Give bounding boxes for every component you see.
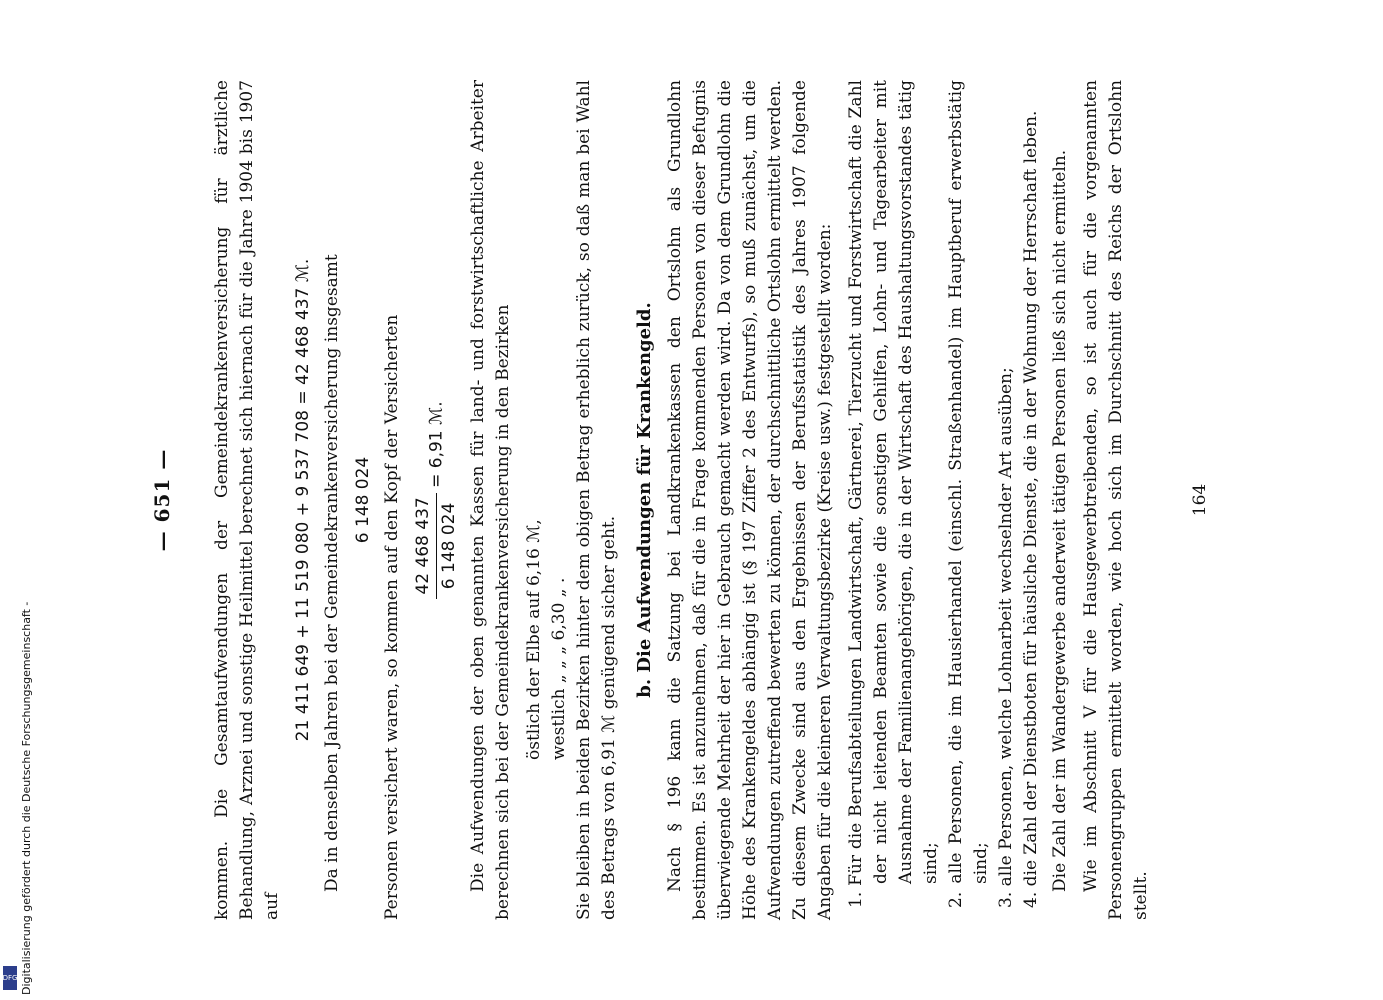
- row-west: westlich „ „ „ 6,30 „ .: [549, 577, 569, 760]
- list-item: 3. alle Personen, welche Lohnarbeit wechselnder Art ausüben;: [996, 367, 1016, 908]
- paragraph-4: Die Aufwendungen der oben genannten Kassen für land- und forstwirtschaftliche Arbeiter berechnen sich bei der Gemeindekrankenversicherung in den Bezirken: [468, 80, 513, 920]
- list-item: 4. die Zahl der Dienstboten für häusliche Dienste, die in der Wohnung der Herrschaft leben.: [1021, 110, 1041, 908]
- paragraph-6: Nach § 196 kann die Satzung bei Landkrankenkassen den Ortslohn als Grundlohn bestimmen. Es ist anzunehmen, daß für die in Frage kommenden Personen von dieser Befugnis überwiegende Mehrheit der hier in Gebrauch gemacht werden wird. Da von dem Grundlohn die Höhe des Krankengeldes abhängig ist (§ 197 Ziffer 2 des Entwurfs), so muß zunächst, um die Aufwendungen zutreffend bewerten zu können, der durchschnittliche Ortslohn ermittelt werden. Zu diesem Zwecke sind aus den Ergebnissen der Berufsstatistik des Jahres 1907 folgende Angaben für die kleineren Verwaltungsbezirke (Kreise usw.) festgestellt worden:: [665, 80, 835, 920]
- fraction-result: = 6,91 ℳ.: [426, 401, 447, 488]
- formula-1: 21 411 649 + 11 519 080 + 9 537 708 = 42 468 437 ℳ.: [293, 258, 313, 742]
- digitization-note: Digitalisierung gefördert durch die Deutsche Forschungsgemeinschaft -: [20, 601, 33, 995]
- rotated-page: [150, 50, 1250, 950]
- paragraph-1: kommen. Die Gesamtaufwendungen der Gemeindekrankenversicherung für ärztliche Behandlung, Arznei und sonstige Heilmittel berechnet sich hiernach für die Jahre 1904 bis 1907 auf: [212, 80, 282, 920]
- sidebar: [0, 0, 33, 1000]
- paragraph-8: Wie im Abschnitt V für die Hausgewerbtreibenden, so ist auch für die vorgenannten Personengruppen ermittelt worden, wie hoch sich im Durchschnitt des Reichs der Ortslohn stellt.: [1081, 80, 1151, 920]
- formula-2: 6 148 024: [353, 456, 373, 544]
- paragraph-2: Da in denselben Jahren bei der Gemeindekrankenversicherung insgesamt: [322, 254, 342, 892]
- paragraph-3: Personen versichert waren, so kommen auf den Kopf der Versicherten: [382, 314, 402, 920]
- fraction-denominator: 6 148 024: [439, 502, 459, 590]
- fraction: [411, 493, 462, 598]
- page-inner: [150, 50, 1250, 950]
- list-item: 1. Für die Berufsabteilungen Landwirtschaft, Gärtnerei, Tierzucht und Forstwirtschaft die Zahl der nicht leitenden Beamten sowie die sonstigen Gehilfen, Lohn- und Tagearbeiter mit Ausnahme der Familienangehörigen, die in der Wirtschaft des Haushaltungsvorstandes tätig sind;: [846, 80, 941, 908]
- page-number: — 651 —: [150, 448, 174, 552]
- fraction-formula: [411, 80, 462, 920]
- criteria-list: [844, 80, 1044, 920]
- paragraph-5: Sie bleiben in beiden Bezirken hinter dem obigen Betrag erheblich zurück, so daß man bei Wahl des Betrags von 6,91 ℳ genügend sicher geht.: [574, 80, 619, 920]
- row-east: östlich der Elbe auf 6,16 ℳ,: [524, 519, 544, 760]
- page-content: [210, 80, 1160, 920]
- fraction-numerator: 42 468 437: [411, 493, 437, 598]
- list-item: 2. alle Personen, die im Hausierhandel (einschl. Straßenhandel) im Hauptberuf erwerbstätig sind;: [946, 80, 991, 908]
- dfg-logo: DFG: [3, 966, 17, 990]
- signature-number: 164: [1190, 483, 1210, 517]
- section-heading: b. Die Aufwendungen für Krankengeld.: [634, 302, 655, 698]
- paragraph-7: Die Zahl der im Wandergewerbe anderweit tätigen Personen ließ sich nicht ermitteln.: [1050, 149, 1070, 892]
